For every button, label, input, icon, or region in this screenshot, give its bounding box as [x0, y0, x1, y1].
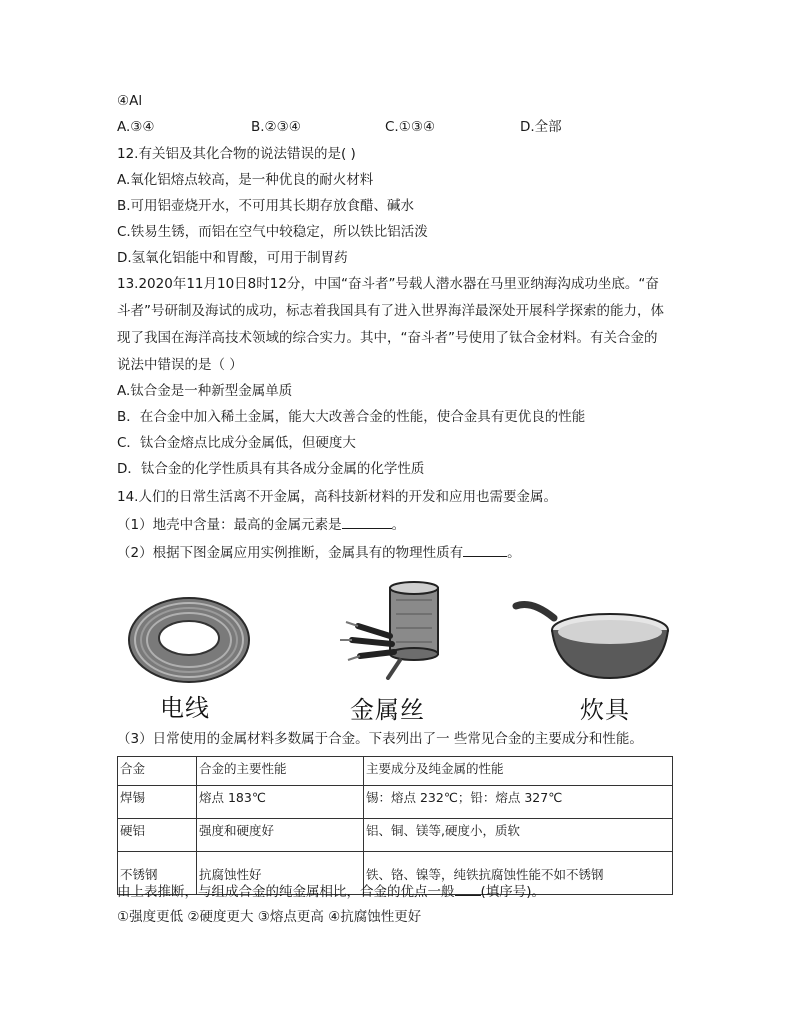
caption-metal-wire: 金属丝 [350, 696, 425, 724]
q14-part-1 [117, 515, 405, 534]
q12-choice-a: A.氧化铝熔点较高，是一种优良的耐火材料 [117, 172, 374, 188]
q13-choice-c: C．钛合金熔点比成分金属低，但硬度大 [117, 435, 356, 451]
q12-stem: 12.有关铝及其化合物的说法错误的是( ) [117, 146, 356, 162]
table-cell: 抗腐蚀性好 [197, 852, 364, 895]
q13-stem-line-3: 现了我国在海洋高技术领域的综合实力。其中，“奋斗者”号使用了钛合金材料。有关合金的 [117, 330, 658, 346]
q11-choice-b: B.②③④ [251, 119, 301, 135]
q14-conclusion-text: 由上表推断，与组成合金的纯金属相比，合金的优点一般 [117, 884, 455, 900]
q13-choice-d: D．钛合金的化学性质具有其各成分金属的化学性质 [117, 461, 425, 477]
q13-stem-line-1: 13.2020年11月10日8时12分，中国“奋斗者”号载人潜水器在马里亚纳海沟成功坐底。“奋 [117, 276, 659, 292]
table-row [118, 819, 673, 852]
table-cell: 铝、铜、镁等,硬度小，质软 [364, 819, 673, 852]
table-header-cell: 合金的主要性能 [197, 757, 364, 786]
q14-part-1-text: （1）地壳中含量：最高的金属元素是 [117, 517, 342, 533]
q14-conclusion [117, 882, 545, 901]
q14-part-1-end: 。 [391, 517, 406, 533]
q13-stem-line-2: 斗者”号研制及海试的成功，标志着我国具有了进入世界海洋最深处开展科学探索的能力，体 [117, 303, 664, 319]
q13-stem-line-4: 说法中错误的是（ ） [117, 357, 243, 373]
table-header-cell: 主要成分及纯金属的性能 [364, 757, 673, 786]
metal-wire-spool-image [330, 580, 450, 680]
q13-choice-b: B．在合金中加入稀土金属，能大大改善合金的性能，使合金具有更优良的性能 [117, 409, 586, 425]
caption-cookware: 炊具 [580, 696, 630, 724]
table-header-row [118, 757, 673, 786]
table-cell: 焊锡 [118, 786, 197, 819]
q12-choice-b: B.可用铝壶烧开水，不可用其长期存放食醋、碱水 [117, 198, 415, 214]
q11-choice-d: D.全部 [520, 119, 562, 135]
caption-wire: 电线 [160, 694, 210, 722]
wire-coil-image [124, 588, 254, 688]
q11-choice-a: A.③④ [117, 119, 155, 135]
q12-choice-c: C.铁易生锈，而铝在空气中较稳定，所以铁比铝活泼 [117, 224, 428, 240]
q11-option-4: ④Al [117, 93, 143, 109]
q12-choice-d: D.氢氧化铝能中和胃酸，可用于制胃药 [117, 250, 348, 266]
q14-stem: 14.人们的日常生活离不开金属，高科技新材料的开发和应用也需要金属。 [117, 489, 557, 505]
q14-part-3: （3）日常使用的金属材料多数属于合金。下表列出了一 些常见合金的主要成分和性能。 [117, 731, 643, 747]
q14-part-2 [117, 543, 521, 562]
table-cell: 锡：熔点 232℃；铅：熔点 327℃ [364, 786, 673, 819]
table-row [118, 786, 673, 819]
table-header-cell: 合金 [118, 757, 197, 786]
answer-blank[interactable] [463, 543, 507, 557]
answer-blank[interactable] [342, 515, 392, 529]
table-cell: 强度和硬度好 [197, 819, 364, 852]
q14-conclusion-end: (填序号)。 [480, 884, 546, 900]
q11-choice-c: C.①③④ [385, 119, 436, 135]
q13-choice-a: A.钛合金是一种新型金属单质 [117, 383, 293, 399]
wok-image [512, 596, 672, 686]
q14-part-2-text: （2）根据下图金属应用实例推断，金属具有的物理性质有 [117, 545, 464, 561]
q14-part-2-end: 。 [507, 545, 521, 561]
alloy-properties-table [117, 756, 673, 895]
answer-blank[interactable] [455, 882, 481, 896]
table-cell: 硬铝 [118, 819, 197, 852]
table-cell: 熔点 183℃ [197, 786, 364, 819]
table-cell: 不锈钢 [118, 852, 197, 895]
table-cell: 铁、铬、镍等，纯铁抗腐蚀性能不如不锈钢 [364, 852, 673, 895]
q14-choices: ①强度更低 ②硬度更大 ③熔点更高 ④抗腐蚀性更好 [117, 909, 422, 925]
